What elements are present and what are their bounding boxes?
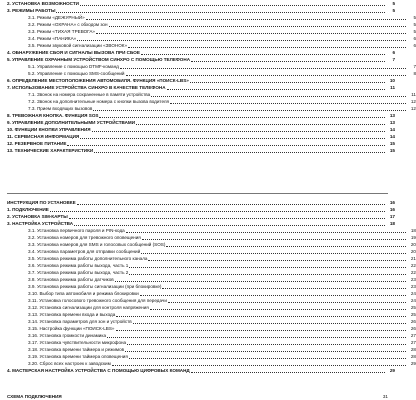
- toc-entry-title: 3.14. Установка параметров для зон и устройств: [28, 319, 132, 324]
- toc-entry-title: 3.2. Установка номеров для тревожного оповещения: [28, 235, 141, 240]
- toc-entry-title: 12. РЕЗЕРВНОЕ ПИТАНИЕ: [7, 141, 67, 146]
- toc-entry-title: 7.2. Звонок на дополнительные номера с кнопки вызова водителя: [28, 99, 170, 104]
- toc-subsection-entry[interactable]: [0, 42, 416, 49]
- toc-entry-title: 2. УСТАНОВКА ВОЗМОЖНОСТИ: [7, 1, 79, 6]
- toc-leader-dots: [140, 294, 406, 296]
- toc-entry-title: 3.15. Настройка функции «ПОИСК-LBS»: [28, 326, 115, 331]
- toc-page-number: 19: [410, 235, 416, 240]
- toc-section-user-manual: [0, 0, 416, 154]
- toc-entry-title: 3.5. Режим звуковой сигнализации «ЗВОНОК»: [28, 43, 128, 48]
- toc-page-number: 23: [410, 284, 416, 289]
- toc-page-number: 5: [413, 15, 416, 20]
- toc-page-number: 11: [390, 85, 395, 90]
- toc-entry-title: 6. ОПРЕДЕЛЕНИЕ МЕСТОПОЛОЖЕНИЯ АВТОМОБИЛЯ. ФУНКЦИЯ «ПОИСК-LBS»: [7, 78, 189, 83]
- toc-chapter-entry[interactable]: [0, 213, 395, 220]
- toc-entry-title: 2. УСТАНОВКА SIM-КАРТЫ: [7, 214, 68, 219]
- toc-leader-dots: [94, 151, 385, 153]
- toc-chapter-entry[interactable]: [0, 77, 395, 84]
- toc-leader-dots: [167, 88, 385, 90]
- footer-page-number: 31: [382, 394, 388, 399]
- toc-entry-title: 3.4. Установка параметров для отправки сообщений: [28, 249, 141, 254]
- toc-entry-title: 3.17. Установка чувствительности микрофона: [28, 340, 127, 345]
- toc-entry-title: 3. РЕЖИМЫ РАБОТЫ: [7, 8, 56, 13]
- toc-leader-dots: [126, 231, 406, 233]
- toc-page-number: 25: [410, 312, 416, 317]
- toc-page-number: 26: [410, 319, 416, 324]
- toc-page-number: 14: [389, 127, 395, 132]
- toc-entry-title: 7.1. Звонок на номера сохраненные в памяти устройства: [28, 92, 151, 97]
- toc-page-number: 24: [410, 291, 416, 296]
- toc-leader-dots: [133, 322, 406, 324]
- toc-leader-dots: [150, 308, 406, 310]
- toc-subsection-entry[interactable]: [0, 318, 416, 325]
- toc-subsection-entry[interactable]: [0, 28, 416, 35]
- toc-leader-dots: [69, 217, 385, 219]
- toc-page-number: 27: [410, 333, 416, 338]
- toc-subsection-entry[interactable]: [0, 311, 416, 318]
- toc-leader-dots: [148, 259, 406, 261]
- toc-page-number: 7: [392, 57, 395, 62]
- toc-leader-dots: [120, 67, 406, 69]
- toc-subsection-entry[interactable]: [0, 346, 416, 353]
- toc-page-number: 5: [413, 22, 416, 27]
- toc-entry-title: 4. МАСТЕРСКАЯ НАСТРОЙКА УСТРОЙСТВА С ПОМОЩЬЮ ЦИФРОВЫХ КОМАНД: [7, 368, 190, 373]
- toc-entry-title: 1. ПОДКЛЮЧЕНИЕ: [7, 207, 49, 212]
- toc-leader-dots: [112, 364, 406, 366]
- toc-leader-dots: [96, 32, 406, 34]
- toc-page-number: 29: [410, 361, 416, 366]
- toc-leader-dots: [168, 301, 406, 303]
- toc-subsection-entry[interactable]: [0, 332, 416, 339]
- toc-subsection-entry[interactable]: [0, 248, 416, 255]
- toc-leader-dots: [129, 266, 406, 268]
- toc-page-number: 20: [410, 242, 416, 247]
- toc-leader-dots: [115, 280, 406, 282]
- toc-entry-title: 3.13. Установка времени входа и выхода: [28, 312, 116, 317]
- toc-entry-title: 3.1. Установка первичного пароля и PIN-кода: [28, 228, 125, 233]
- toc-page-number: 26: [410, 326, 416, 331]
- toc-entry-title: 3.20. Сброс всех настроек к заводским: [28, 361, 111, 366]
- toc-page-number: 15: [389, 148, 395, 153]
- toc-entry-title: 3.5. Установка режима работы дополнительного канала: [28, 256, 148, 261]
- toc-chapter-entry[interactable]: [0, 112, 395, 119]
- toc-page-number: 6: [392, 50, 395, 55]
- toc-page-number: 6: [413, 36, 416, 41]
- toc-entry-title: 3.9. Установка режима работы сигнализации (при блокировке): [28, 284, 162, 289]
- toc-leader-dots: [151, 95, 406, 97]
- toc-chapter-entry[interactable]: [0, 147, 395, 154]
- toc-leader-dots: [126, 74, 407, 76]
- toc-subsection-entry[interactable]: [0, 35, 416, 42]
- toc-chapter-entry[interactable]: [0, 126, 395, 133]
- toc-subsection-entry[interactable]: [0, 70, 416, 77]
- toc-leader-dots: [67, 144, 385, 146]
- toc-entry-title: 3.7. Установка режима работы выхода, часть 2: [28, 270, 129, 275]
- toc-chapter-entry[interactable]: [0, 119, 395, 126]
- toc-subsection-entry[interactable]: [0, 290, 416, 297]
- toc-leader-dots: [93, 109, 406, 111]
- toc-entry-title: 3.1. Режим «ДЕЖУРНЫЙ»: [28, 15, 85, 20]
- toc-subsection-entry[interactable]: [0, 255, 416, 262]
- toc-page-number: 11: [411, 92, 416, 97]
- toc-leader-dots: [77, 203, 385, 205]
- toc-entry-title: 5.2. Управление с помощью SMS-сообщений: [28, 71, 125, 76]
- toc-entry-title: 10. ФУНКЦИИ КНОПКИ УПРАВЛЕНИЯ: [7, 127, 91, 132]
- toc-leader-dots: [128, 46, 406, 48]
- toc-subsection-entry[interactable]: [0, 227, 416, 234]
- toc-entry-title: 4. ОБНАРУЖЕНИЕ СБОЯ И СИГНАЛЫ ВЫЗОВА ПРИ СБОЕ: [7, 50, 140, 55]
- toc-leader-dots: [125, 350, 406, 352]
- toc-subsection-entry[interactable]: [0, 353, 416, 360]
- toc-subsection-entry[interactable]: [0, 339, 416, 346]
- toc-page-number: 21: [410, 256, 416, 261]
- toc-subsection-entry[interactable]: [0, 304, 416, 311]
- toc-entry-title: 3. НАСТРОЙКА УСТРОЙСТВА: [7, 221, 74, 226]
- toc-leader-dots: [116, 315, 406, 317]
- toc-page-number: 22: [410, 270, 416, 275]
- toc-subsection-entry[interactable]: [0, 325, 416, 332]
- toc-chapter-entry[interactable]: [0, 7, 395, 14]
- toc-subsection-entry[interactable]: [0, 21, 416, 28]
- toc-page-number: 27: [410, 340, 416, 345]
- toc-entry-title: 3.6. Установка режима работы выхода, часть 1: [28, 263, 129, 268]
- toc-subsection-entry[interactable]: [0, 63, 416, 70]
- toc-leader-dots: [141, 53, 385, 55]
- toc-leader-dots: [99, 116, 385, 118]
- toc-leader-dots: [109, 25, 406, 27]
- toc-page-number: 5: [392, 1, 395, 6]
- toc-chapter-entry[interactable]: [0, 206, 395, 213]
- toc-entry-title: 3.3. Установка номеров для SMS и голосовых сообщений (SOS): [28, 242, 166, 247]
- toc-leader-dots: [129, 357, 406, 359]
- toc-subsection-entry[interactable]: [0, 297, 416, 304]
- toc-entry-title: 11. СЕРВИСНАЯ ИНФОРМАЦИЯ: [7, 134, 80, 139]
- toc-chapter-entry[interactable]: [0, 220, 395, 227]
- toc-page-number: 15: [389, 141, 395, 146]
- toc-subsection-entry[interactable]: [0, 262, 416, 269]
- toc-leader-dots: [162, 287, 406, 289]
- toc-chapter-entry[interactable]: [0, 84, 395, 91]
- toc-section-heading[interactable]: ИНСТРУКЦИЯ ПО УСТАНОВКЕ 16: [7, 200, 395, 205]
- toc-leader-dots: [116, 329, 407, 331]
- toc-entry-title: 3.2. Режим «ОХРАНА» с обходом зон: [28, 22, 108, 27]
- toc-chapter-entry[interactable]: [0, 49, 395, 56]
- toc-entry-title: 3.12. Установка сигнализации для контроля напряжения: [28, 305, 149, 310]
- toc-page-number: 28: [410, 347, 416, 352]
- toc-leader-dots: [50, 210, 385, 212]
- toc-entry-title: 3.16. Установка громкости динамика: [28, 333, 107, 338]
- toc-chapter-entry[interactable]: [0, 140, 395, 147]
- toc-leader-dots: [80, 137, 385, 139]
- toc-entry-title: 8. ТРЕВОЖНАЯ КНОПКА. ФУНКЦИЯ SOS: [7, 113, 99, 118]
- toc-page-number: 29: [389, 368, 395, 373]
- toc-entry-title: 3.18. Установка времени таймера и режимов: [28, 347, 125, 352]
- toc-page-number: 12: [410, 99, 416, 104]
- toc-page-number: 25: [410, 305, 416, 310]
- toc-page-number: 8: [413, 71, 416, 76]
- toc-chapter-entry[interactable]: [0, 0, 395, 7]
- toc-subsection-entry[interactable]: [0, 234, 416, 241]
- toc-leader-dots: [141, 252, 406, 254]
- toc-entry-title: 3.4. Режим «ПАНИКА»: [28, 36, 77, 41]
- toc-chapter-entry[interactable]: [0, 56, 395, 63]
- toc-chapter-entry[interactable]: [0, 133, 395, 140]
- toc-page-number: 6: [413, 43, 416, 48]
- toc-section-installation: [0, 199, 416, 374]
- toc-entry-title: 13. ТЕХНИЧЕСКИЕ ХАРАКТЕРИСТИКИ: [7, 148, 94, 153]
- toc-page-number: 10: [389, 78, 395, 83]
- toc-leader-dots: [127, 343, 406, 345]
- toc-page-number: 18: [410, 228, 416, 233]
- toc-leader-dots: [107, 336, 406, 338]
- toc-subsection-entry[interactable]: [0, 105, 416, 112]
- toc-leader-dots: [92, 130, 385, 132]
- toc-chapter-entry[interactable]: [0, 367, 395, 374]
- toc-page-number: 14: [389, 134, 395, 139]
- toc-subsection-entry[interactable]: [0, 14, 416, 21]
- toc-page-number: 5: [413, 29, 416, 34]
- toc-entry-title: 5.1. Управление с помощью DTMF-команд: [28, 64, 119, 69]
- toc-page-number: 7: [413, 64, 416, 69]
- toc-page-number: 20: [410, 249, 416, 254]
- toc-subsection-entry[interactable]: [0, 91, 416, 98]
- toc-subsection-entry[interactable]: [0, 241, 416, 248]
- toc-subsection-entry[interactable]: [0, 360, 416, 367]
- toc-entry-title: 3.19. Установка времени таймера оповещения: [28, 354, 128, 359]
- toc-page-number: 23: [410, 277, 416, 282]
- toc-leader-dots: [166, 245, 406, 247]
- section-divider: [7, 193, 388, 194]
- toc-page-number: 12: [410, 106, 416, 111]
- toc-leader-dots: [142, 238, 406, 240]
- toc-leader-dots: [190, 81, 385, 83]
- footer-heading[interactable]: СХЕМА ПОДКЛЮЧЕНИЯ: [7, 394, 62, 399]
- toc-leader-dots: [136, 123, 385, 125]
- toc-leader-dots: [86, 18, 406, 20]
- toc-page-number: 28: [410, 354, 416, 359]
- toc-leader-dots: [74, 224, 385, 226]
- toc-page-number: 13: [389, 120, 395, 125]
- toc-entry-title: 3.8. Установка режима работы датчиков: [28, 277, 114, 282]
- toc-page-number: 16: [389, 207, 395, 212]
- toc-entry-title: 3.3. Режим «ТИХАЯ ТРЕВОГА»: [28, 29, 95, 34]
- toc-entry-title: 9. УПРАВЛЕНИЕ ДОПОЛНИТЕЛЬНЫМИ УСТРОЙСТВАМИ: [7, 120, 136, 125]
- toc-entry-title: 3.10. Выбор типа автомобиля и режима блокировки: [28, 291, 139, 296]
- toc-subsection-entry[interactable]: [0, 269, 416, 276]
- toc-entry-title: 5. УПРАВЛЕНИЕ ОХРАННЫМ УСТРОЙСТВОМ СИНХРО С ПОМОЩЬЮ ТЕЛЕФОНА: [7, 57, 191, 62]
- toc-entry-title: 7. ИСПОЛЬЗОВАНИЕ УСТРОЙСТВА СИНХРО В КАЧЕСТВЕ ТЕЛЕФОНА: [7, 85, 166, 90]
- toc-leader-dots: [191, 371, 385, 373]
- toc-subsection-entry[interactable]: [0, 276, 416, 283]
- toc-page-number: 17: [389, 214, 395, 219]
- toc-subsection-entry[interactable]: [0, 283, 416, 290]
- toc-leader-dots: [56, 11, 385, 13]
- toc-subsection-entry[interactable]: [0, 98, 416, 105]
- toc-leader-dots: [80, 4, 385, 6]
- toc-page-number: 5: [392, 8, 395, 13]
- toc-leader-dots: [77, 39, 406, 41]
- toc-page-number: 22: [410, 263, 416, 268]
- toc-page-number: 13: [389, 113, 395, 118]
- toc-leader-dots: [129, 273, 406, 275]
- toc-entry-title: 7.3. Прием входящих вызовов: [28, 106, 93, 111]
- toc-entry-title: 3.11. Установка голосового тревожного сообщения для передачи: [28, 298, 167, 303]
- toc-leader-dots: [191, 60, 385, 62]
- toc-leader-dots: [170, 102, 406, 104]
- toc-page-number: 18: [389, 221, 395, 226]
- toc-page-number: 24: [410, 298, 416, 303]
